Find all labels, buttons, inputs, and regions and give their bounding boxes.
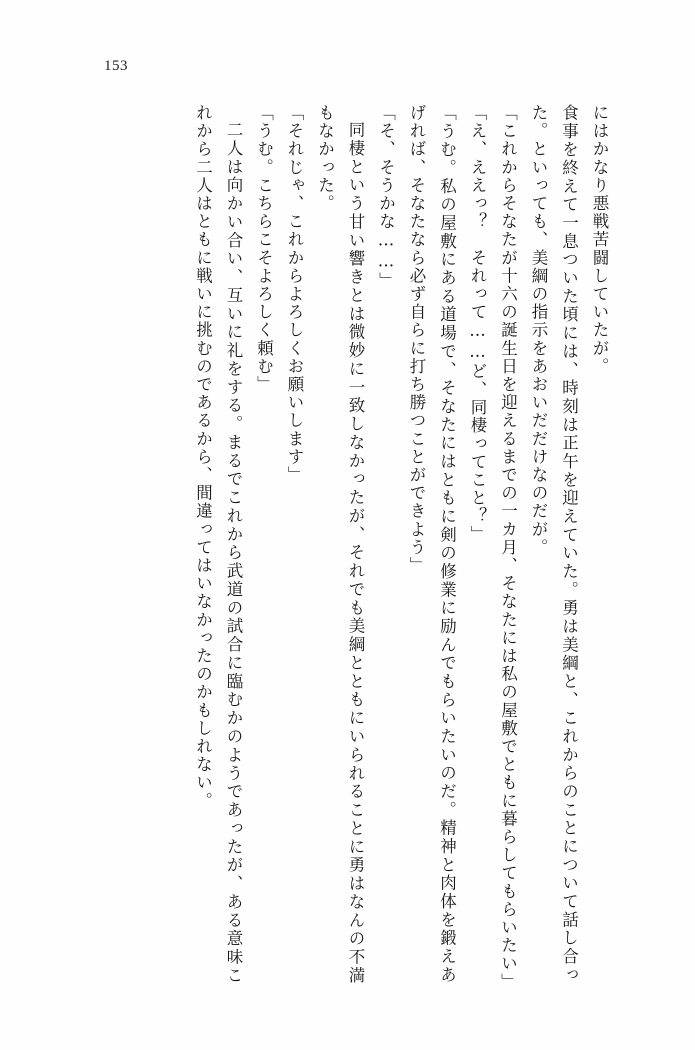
body-paragraph: 「うむ。こちらこそよろしく頼む」 <box>254 104 274 394</box>
body-paragraph: 「え、ええっ？ それって……ど、同棲ってこと？」 <box>468 104 487 544</box>
body-paragraph: 食事を終えて一息ついた頃には、時刻は正午を迎えていた。勇は美綱と、これからのことについて話し合った。といっても、美綱の指示をあおいだだけなのだが。 <box>529 104 579 984</box>
body-paragraph: 二人は向かい合い、互いに礼をする。まるでこれから武道の試合に臨むかのようであったが、ある意味これから二人はともに戦いに挑むのであるから、間違ってはいなかったのかもしれない。 <box>193 104 243 984</box>
body-paragraph: 「そ、そうかな……」 <box>376 104 396 290</box>
page-number: 153 <box>104 58 128 74</box>
body-paragraph: 「これからそなたが十六の誕生日を迎えるまでの一カ月、そなたには私の屋敷でともに暮らしてもらいたい」 <box>498 104 518 991</box>
body-paragraph: 「うむ。私の屋敷にある道場で、そなたにはともに剣の修業に励んでもらいたいのだ。精神と肉体を鍛えあげれば、そなたなら必ず自らに打ち勝つことができよう」 <box>407 104 457 984</box>
body-paragraph: 同棲という甘い響きとは微妙に一致しなかったが、それでも美綱とともにいられることに勇はなんの不満もなかった。 <box>315 104 365 984</box>
body-paragraph: にはかなり悪戦苦闘していたが。 <box>590 104 609 376</box>
body-paragraph: 「それじゃ、これからよろしくお願いします」 <box>285 104 304 485</box>
page-body-text <box>96 104 614 991</box>
